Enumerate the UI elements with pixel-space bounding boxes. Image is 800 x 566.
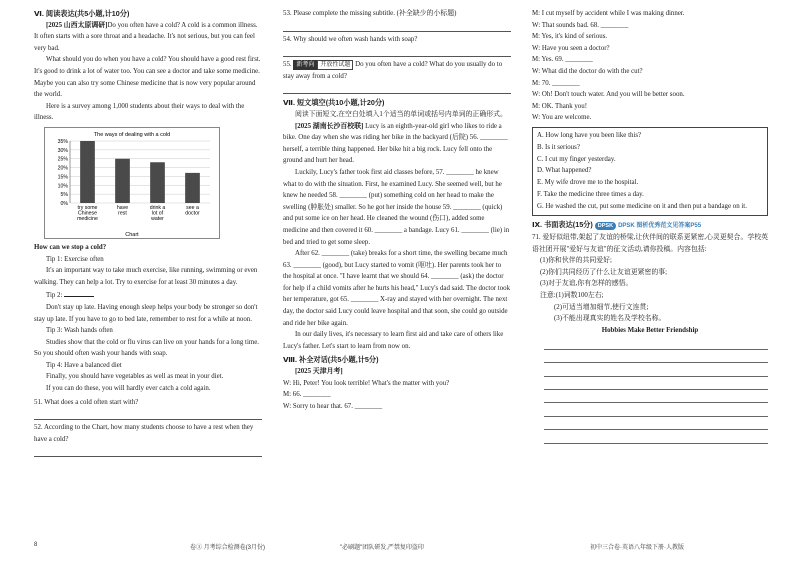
section-instructions: 阅读下面短文,在空白处填入1个适当的单词或括号内单词的正确形式。 xyxy=(295,110,507,118)
section-title-reading-expression: Ⅵ. 阅读表达(共5小题,计10分) xyxy=(34,9,130,18)
note-item: (3)不能出现真实的姓名及学校名称。 xyxy=(554,315,666,323)
option-item: B. Is it serious? xyxy=(537,143,580,151)
passage-paragraph: After 62. ________ (take) breaks for a short time, the swelling became much 63. ________ (good), but Lucy started to vomit (呕吐). Her parents took her to the hospital at once. "I have learnt that we should 64. ________ (ask) the doctor for help if a child vomits after he hurts his head," Lucy's dad said. The doctor took her temperature, got 65. ________ X-ray and stayed with her overnight. The next day, the doctor said Lucy could leave hospital and that soon, she could go outside and ride her bike again. xyxy=(283,250,511,327)
tip-body: Finally, you should have vegetables as well as meat in your diet. xyxy=(46,373,224,381)
passage-paragraph: Here is a survey among 1,000 students about their ways to deal with the illness. xyxy=(34,102,245,122)
writing-line[interactable] xyxy=(544,377,768,390)
chart-y-tick: 25% xyxy=(57,156,68,163)
dialog-line: M: Yes. 69. ________ xyxy=(532,56,593,64)
chart-bar xyxy=(80,141,95,203)
dialog-line: W: That sounds bad. 68. ________ xyxy=(532,21,629,29)
dpsk-badge-icon: DPSK xyxy=(595,222,616,230)
chart-bar xyxy=(185,173,200,203)
chart-x-tick: rest xyxy=(118,210,127,217)
dialog-line: W: Have you seen a doctor? xyxy=(532,44,610,52)
answer-line-53[interactable] xyxy=(283,20,511,32)
column-left xyxy=(34,8,262,457)
dialog-line: W: What did the doctor do with the cut? xyxy=(532,67,643,75)
answer-line-54[interactable] xyxy=(283,45,511,57)
notes-label: 注意:(1)词数100左右; xyxy=(540,292,604,300)
bar-chart xyxy=(44,127,220,239)
option-item: D. What happened? xyxy=(537,167,592,175)
option-item: A. How long have you been like this? xyxy=(537,131,642,139)
column-right xyxy=(532,8,768,444)
footer-right-label: 初中三合卷·英语八年级下册·人教版 xyxy=(590,545,684,551)
tip-title: Tip 4: Have a balanced diet xyxy=(46,361,122,369)
dialog-line: W: Sorry to hear that. 67. ________ xyxy=(283,402,383,410)
passage-paragraph: [2025 山西太原调研]Do you often have a cold? A cold is a common illness. It often starts with a sore throat and a headache. It's not serious, but you can feel very bad. xyxy=(34,21,258,52)
source-tag: [2025 天津月考] xyxy=(295,368,343,376)
tip-title: Tip 3: Wash hands often xyxy=(46,327,113,335)
writing-line[interactable] xyxy=(544,417,768,430)
passage-paragraph: [2025 湖南长沙百校联] Lucy is an eighth-year-old girl who likes to ride a bike. One day when she was riding her bike in the backyard (后院) 56. ________ herself, a terrible thing happened. Her bike hit a big rock. Lucy fell onto the ground and hurt her head. xyxy=(283,122,508,165)
dialog-line: W: You are welcome. xyxy=(532,114,592,122)
chart-y-tick: 15% xyxy=(57,174,68,181)
option-item: E. My wife drove me to the hospital. xyxy=(537,179,639,187)
writing-line[interactable] xyxy=(544,403,768,416)
chart-x-tick: try some xyxy=(77,204,98,211)
source-tag: [2025 湖南长沙百校联] xyxy=(295,122,364,130)
chart-x-tick: lot of xyxy=(151,210,164,217)
chart-title: The ways of dealing with a cold xyxy=(93,131,171,138)
chart-y-tick: 30% xyxy=(57,147,68,154)
chart-x-tick: medicine xyxy=(77,216,98,223)
footer-left-label: 卷③ 月考综合检测卷(3月份) xyxy=(190,545,266,551)
question-54: 54. Why should we often wash hands with soap? xyxy=(283,35,418,43)
answer-line-52[interactable] xyxy=(34,445,262,457)
dialog-line: W: Oh! Don't touch water. And you will be better soon. xyxy=(532,91,685,99)
footer-center-label: "必刷题"团队研发,严禁复印盗印 xyxy=(340,545,424,551)
chart-y-tick: 35% xyxy=(57,138,68,145)
writing-line[interactable] xyxy=(544,430,768,443)
options-box xyxy=(532,127,768,216)
chart-y-tick: 5% xyxy=(60,192,68,199)
chart-x-tick: water xyxy=(151,216,164,223)
question-53: 53. Please complete the missing subtitle. (补全缺少的小标题) xyxy=(283,10,457,17)
open-question-tag: 开放性试题 xyxy=(317,60,353,70)
dialog-line: M: Yes, it's kind of serious. xyxy=(532,33,608,41)
question-52: 52. According to the Chart, how many students choose to have a rest when they have a cold? xyxy=(34,424,254,443)
option-item: G. He washed the cut, put some medicine on it and then put a bandage on it. xyxy=(537,202,747,210)
dialog-line: M: 66. ________ xyxy=(283,391,331,399)
chart-y-tick: 20% xyxy=(57,165,68,172)
dpsk-reference[interactable]: DPSK 图析优秀范文见答案P55 xyxy=(618,222,702,229)
subheading: How can we stop a cold? xyxy=(34,243,107,251)
writing-line[interactable] xyxy=(544,336,768,349)
chart-y-tick: 0% xyxy=(60,200,68,207)
tip-title: Tip 1: Exercise often xyxy=(46,255,104,263)
chart-y-tick: 10% xyxy=(57,183,68,190)
chart-x-tick: see a xyxy=(186,204,199,211)
section-title-writing: Ⅸ. 书面表达(15分) DPSK DPSK 图析优秀范文见答案P55 xyxy=(532,219,702,229)
answer-line-51[interactable] xyxy=(34,408,262,420)
dialog-line: M: OK. Thank you! xyxy=(532,102,587,110)
passage-paragraph: Luckily, Lucy's father took first aid classes before, 57. ________ he knew what to do with the situation. First, he examined Lucy. She seemed well, but he knew he needed 58. ________ (put) something cold on her head to make the swelling (肿胀处) smaller. So he got her inside the house 59. ________ (quick) and put some ice on her head. He cleaned the wound (伤口), added some medicine and then covered it 60. ________ a bandage. Lucy 61. ________ (lie) in bed and tried to get some sleep. xyxy=(283,168,510,246)
writing-line[interactable] xyxy=(544,350,768,363)
column-middle xyxy=(283,8,511,412)
question-55: 55. 新考向 开放性试题 Do you often have a cold? What do you usually do to stay away from a cold? xyxy=(283,61,503,80)
requirement-point: (1)你和伙伴的共同爱好; xyxy=(540,257,612,265)
bar-chart-svg xyxy=(44,127,220,239)
dialog-line: M: 70. ________ xyxy=(532,79,580,87)
option-item: F. Take the medicine three times a day. xyxy=(537,190,644,198)
chart-x-caption: Chart xyxy=(125,231,139,238)
chart-bar xyxy=(115,159,130,203)
closing-sentence: If you can do these, you will hardly ever catch a cold again. xyxy=(46,385,211,393)
writing-line[interactable] xyxy=(544,390,768,403)
chart-x-tick: Chinese xyxy=(77,210,98,217)
section-title-cloze: Ⅶ. 短文填空(共10小题,计20分) xyxy=(283,98,385,108)
section-title-dialog: Ⅷ. 补全对话(共5小题,计5分) xyxy=(283,355,379,365)
essay-title: Hobbies Make Better Friendship xyxy=(601,326,699,334)
page-number: 8 xyxy=(34,542,38,548)
dialog-line: W: Hi, Peter! You look terrible! What's the matter with you? xyxy=(283,379,450,387)
writing-line[interactable] xyxy=(544,363,768,376)
requirement-point: (3)对于友谊,你有怎样的感悟。 xyxy=(540,280,633,288)
option-item: C. I cut my finger yesterday. xyxy=(537,155,616,163)
chart-x-tick: drink a xyxy=(149,204,166,211)
dialog-line: M: I cut myself by accident while I was making dinner. xyxy=(532,10,685,17)
tip2-blank[interactable] xyxy=(64,288,94,297)
answer-line-55[interactable] xyxy=(283,82,511,94)
passage-paragraph: In our daily lives, it's necessary to learn first aid and take care of others like Lucy's father. Let's start to learn from now on. xyxy=(283,331,504,350)
tip-title: Tip 2: xyxy=(34,288,262,302)
question-51: 51. What does a cold often start with? xyxy=(34,398,139,406)
chart-bar xyxy=(150,162,165,203)
passage-paragraph: What should you do when you have a cold? You should have a good rest first. It's good to drink a lot of water too. You can see a doctor and take some medicine. Maybe you can also try some Chinese medicine that is now very popular around the world. xyxy=(34,56,261,99)
chart-x-tick: have xyxy=(116,204,129,211)
new-trend-tag: 新考向 xyxy=(293,60,317,70)
source-tag: [2025 山西太原调研] xyxy=(46,21,108,29)
question-71: 71. 爱好似纽带,架起了友谊的桥梁,让伙伴间的联系更紧密,心灵更契合。学校英语社团开展"爱好与友谊"的征文活动,请你投稿。内容包括: xyxy=(532,234,769,253)
note-item: (2)可适当增加细节,使行文连贯; xyxy=(554,303,649,311)
tip-body: Studies show that the cold or flu virus can live on your hands for a long time. So you should often wash your hands with soap. xyxy=(34,338,259,358)
chart-x-tick: doctor xyxy=(185,210,200,217)
tip-body: It's an important way to take much exercise, like running, swimming or even walking. They can help a lot. Try to exercise for at least 30 minutes a day. xyxy=(34,267,258,286)
tip-body: Don't stay up late. Having enough sleep helps your body be stronger so don't stay up late. If you have to go to bed late, remember to rest for a while at noon. xyxy=(34,303,258,323)
requirement-point: (2)你们共同经历了什么让友谊更紧密的事; xyxy=(540,268,668,276)
